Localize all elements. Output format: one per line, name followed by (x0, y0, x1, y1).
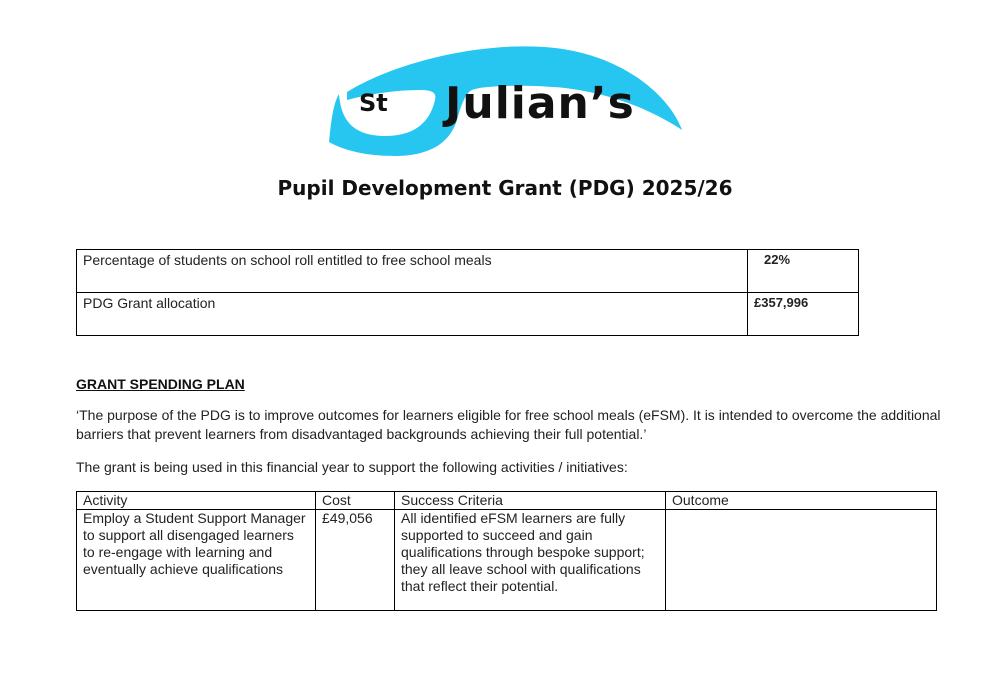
summary-label-fsm: Percentage of students on school roll entitled to free school meals (77, 250, 748, 293)
column-header-cost: Cost (316, 492, 395, 510)
table-header-row (77, 492, 937, 510)
table-row (77, 510, 937, 611)
section-heading: GRANT SPENDING PLAN (76, 376, 245, 392)
logo-text-st: St (359, 89, 388, 117)
spending-plan-table (76, 491, 937, 611)
cell-outcome (666, 510, 937, 611)
column-header-activity: Activity (77, 492, 316, 510)
table-row (77, 293, 859, 336)
cell-activity: Employ a Student Support Manager to support all disengaged learners to re-engage with learning and eventually achieve qualifications (77, 510, 316, 611)
column-header-outcome: Outcome (666, 492, 937, 510)
usage-paragraph: The grant is being used in this financial year to support the following activities / initiatives: (76, 459, 628, 475)
column-header-criteria: Success Criteria (395, 492, 666, 510)
summary-label-allocation: PDG Grant allocation (77, 293, 748, 336)
purpose-paragraph: ‘The purpose of the PDG is to improve outcomes for learners eligible for free school meals (eFSM). It is intended to overcome the additional barriers that prevent learners from disadvantaged backgrounds achieving their full potential.’ (76, 407, 941, 442)
table-row (77, 250, 859, 293)
summary-value-allocation: £357,996 (748, 293, 859, 336)
school-logo (325, 42, 685, 160)
logo-text-name: Julian’s (445, 78, 635, 129)
cell-criteria: All identified eFSM learners are fully supported to succeed and gain qualifications through bespoke support; they all leave school with qualifications that reflect their potential. (395, 510, 666, 611)
cell-cost: £49,056 (316, 510, 395, 611)
summary-value-fsm: 22% (748, 250, 859, 293)
page-title: Pupil Development Grant (PDG) 2025/26 (277, 176, 733, 200)
summary-table (76, 249, 859, 336)
